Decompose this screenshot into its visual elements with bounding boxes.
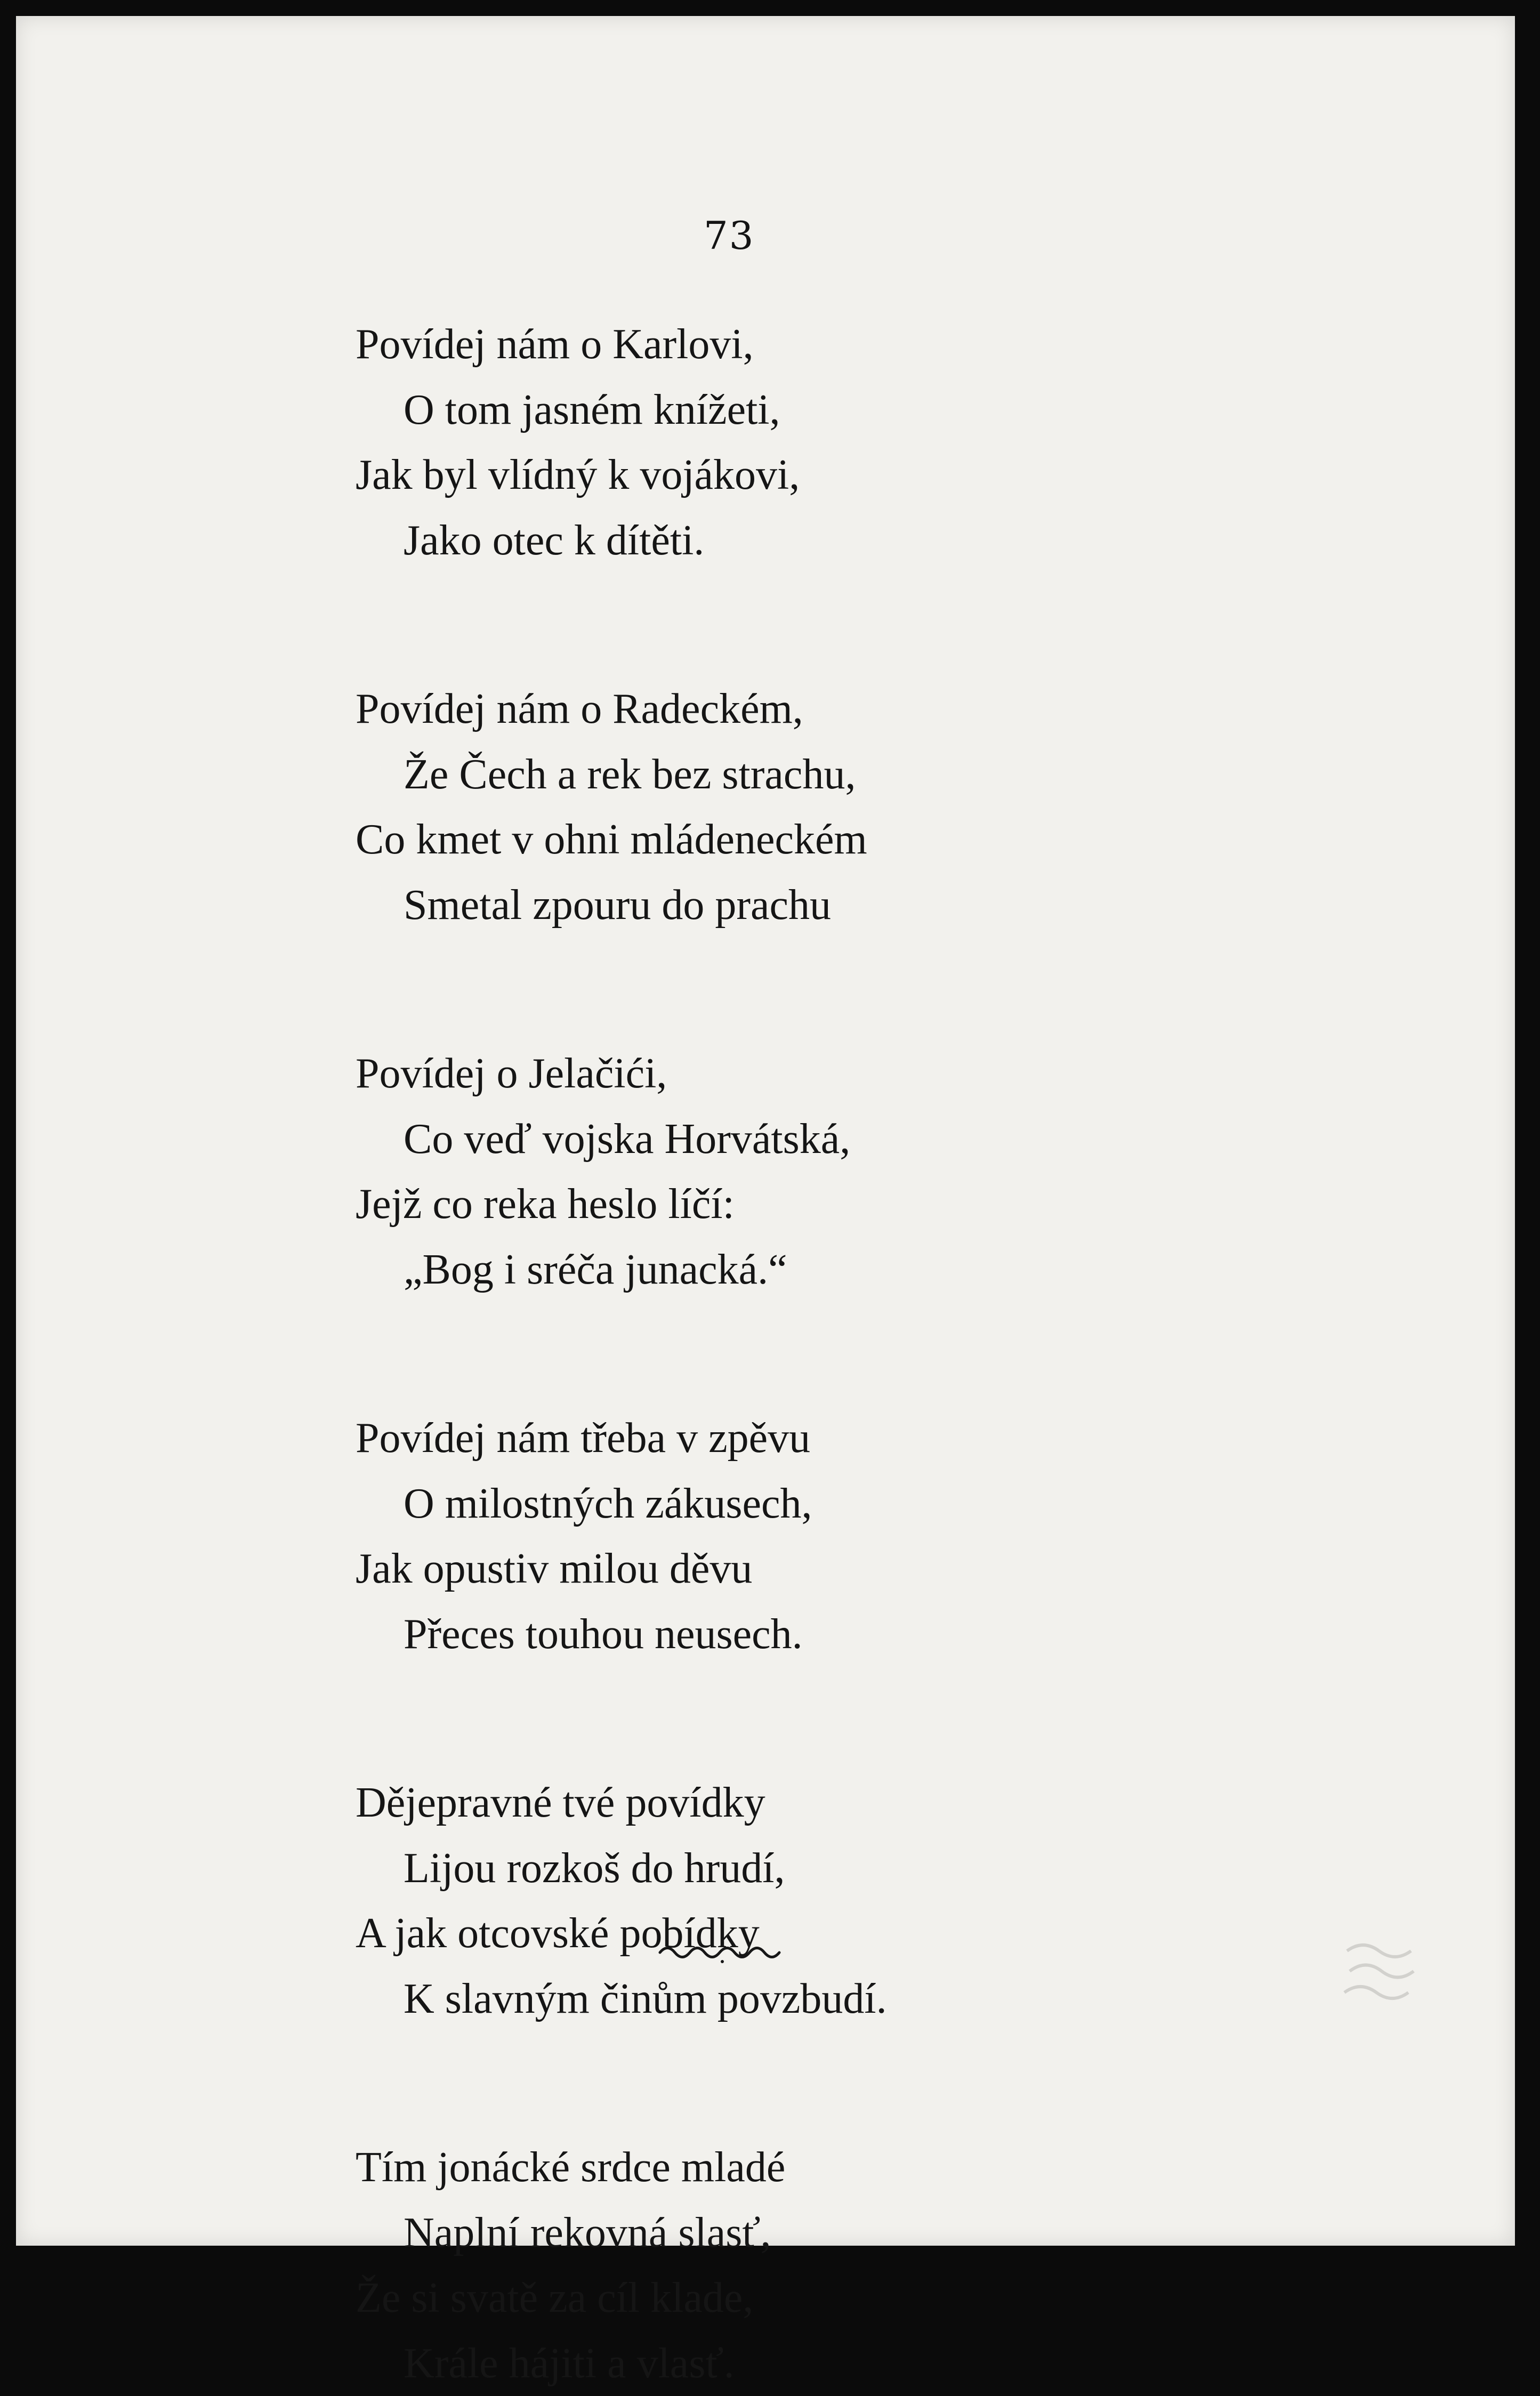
poem-line: Dějepravné tvé povídky xyxy=(356,1770,1342,1836)
poem-line: O milostných zákusech, xyxy=(356,1471,1342,1537)
poem-line: K slavným činům povzbudí. xyxy=(356,1966,1342,2032)
poem-line: Povídej nám o Karlovi, xyxy=(356,312,1342,377)
poem-body xyxy=(356,312,1342,2396)
poem-line: Že si svatě za cíl klade, xyxy=(356,2265,1342,2331)
stanza-4 xyxy=(356,1406,1342,1667)
poem-line: Povídej o Jelačići, xyxy=(356,1041,1342,1107)
book-page xyxy=(16,16,1515,2246)
poem-line: Co kmet v ohni mládeneckém xyxy=(356,807,1342,873)
poem-line: Jak opustiv milou děvu xyxy=(356,1536,1342,1602)
stanza-1 xyxy=(356,312,1342,573)
page-number: 73 xyxy=(704,213,755,258)
poem-line: Že Čech a rek bez strachu, xyxy=(356,742,1342,808)
stanza-3 xyxy=(356,1041,1342,1302)
poem-line: Jejž co reka heslo líčí: xyxy=(356,1172,1342,1237)
poem-line: Tím jonácké srdce mladé xyxy=(356,2135,1342,2200)
poem-line: Krále hájiti a vlasť. xyxy=(356,2331,1342,2396)
poem-line: „Bog i sréča junacká.“ xyxy=(356,1237,1342,1303)
poem-line: Lijou rozkoš do hrudí, xyxy=(356,1836,1342,1901)
poem-line: Povídej nám o Radeckém, xyxy=(356,676,1342,742)
poem-line: Jak byl vlídný k vojákovi, xyxy=(356,442,1342,508)
wavy-line-ornament-icon xyxy=(656,1934,789,1971)
poem-line: Naplní rekovná slasť, xyxy=(356,2200,1342,2266)
poem-line: O tom jasném knížeti, xyxy=(356,377,1342,443)
poem-line: A jak otcovské pobídky xyxy=(356,1901,1342,1966)
poem-line: Jako otec k dítěti. xyxy=(356,508,1342,574)
stanza-6 xyxy=(356,2135,1342,2396)
poem-line: Co veď vojska Horvátská, xyxy=(356,1107,1342,1172)
poem-line: Smetal zpouru do prachu xyxy=(356,873,1342,938)
poem-line: Přeces touhou neusech. xyxy=(356,1602,1342,1667)
stanza-5 xyxy=(356,1770,1342,2031)
poem-line: Povídej nám třeba v zpěvu xyxy=(356,1406,1342,1471)
show-through-ink-icon xyxy=(1339,1930,1419,2020)
stanza-2 xyxy=(356,676,1342,938)
